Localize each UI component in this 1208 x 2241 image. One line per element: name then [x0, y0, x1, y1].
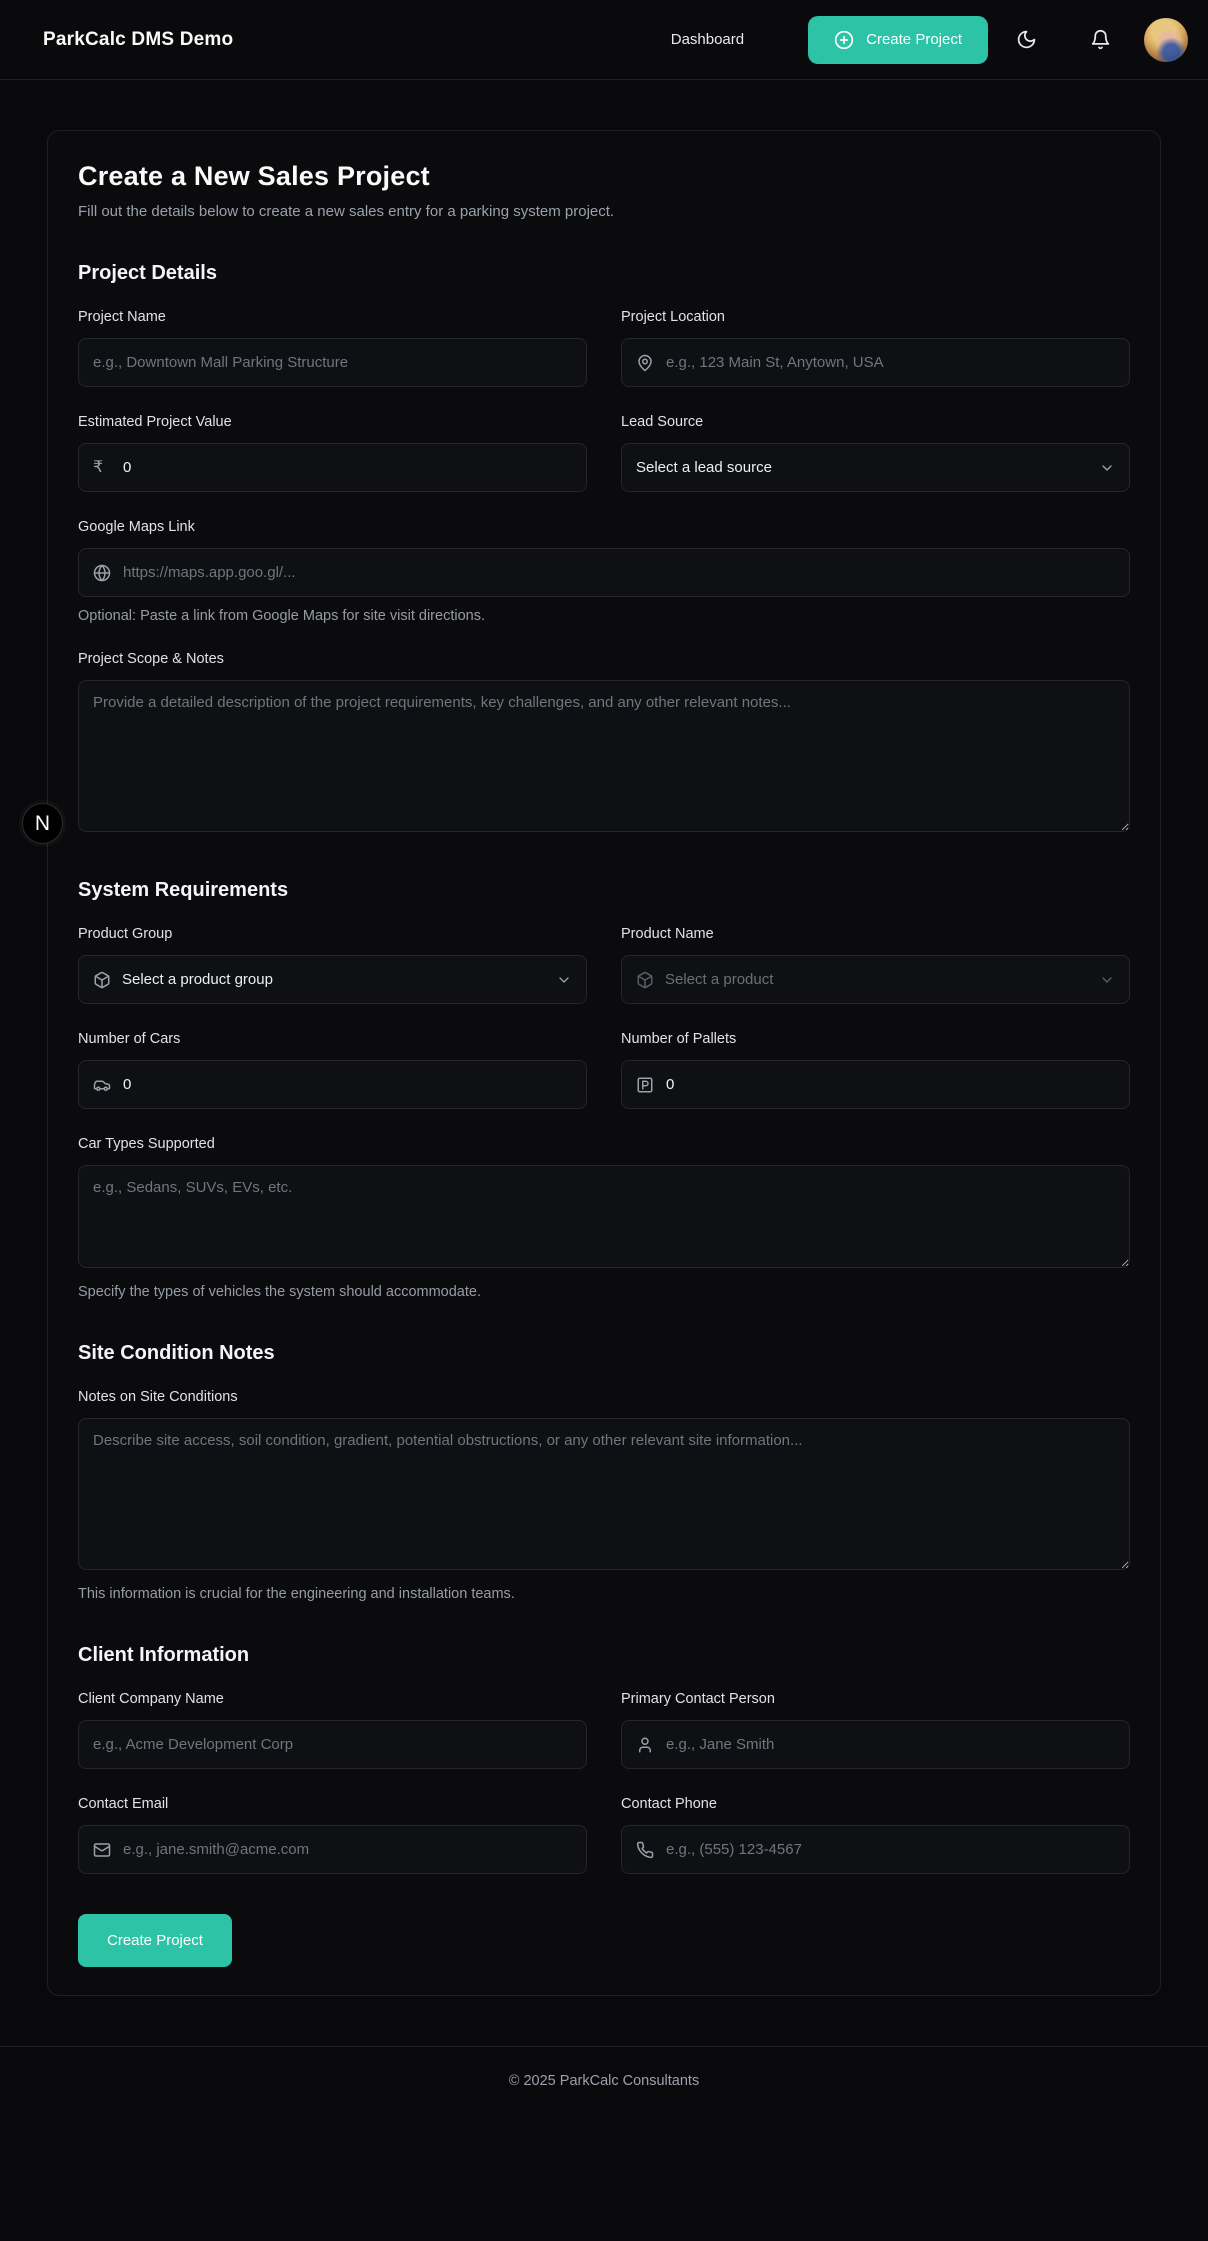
estimated-value-input[interactable] [78, 443, 587, 492]
project-scope-label: Project Scope & Notes [78, 651, 224, 667]
lead-source-select[interactable] [621, 443, 1130, 492]
number-of-cars-input[interactable] [78, 1060, 587, 1109]
section-heading-system-requirements: System Requirements [78, 879, 289, 901]
field-client-company [78, 1691, 587, 1769]
lead-source-selected-value: Select a lead source [636, 459, 772, 476]
chevron-down-icon [1099, 460, 1115, 476]
site-notes-helper: This information is crucial for the engineering and installation teams. [78, 1586, 515, 1602]
estimated-value-label: Estimated Project Value [78, 414, 232, 430]
page-title: Create a New Sales Project [78, 161, 430, 191]
maps-link-label: Google Maps Link [78, 519, 195, 535]
submit-create-project-button[interactable]: Create Project [78, 1914, 232, 1967]
field-number-of-cars [78, 1031, 587, 1109]
package-icon [636, 971, 654, 989]
contact-person-label: Primary Contact Person [621, 1691, 775, 1707]
footer-copyright: © 2025 ParkCalc Consultants [508, 2072, 700, 2089]
brand-title: ParkCalc DMS Demo [43, 28, 234, 50]
product-name-label: Product Name [621, 926, 714, 942]
app-header [0, 0, 1208, 80]
page-footer [0, 2046, 1208, 2114]
package-icon [93, 971, 111, 989]
product-group-selected-value: Select a product group [122, 971, 273, 988]
project-location-label: Project Location [621, 309, 725, 325]
client-company-input[interactable] [78, 1720, 587, 1769]
contact-phone-label: Contact Phone [621, 1796, 717, 1812]
main-content [0, 130, 1208, 1996]
contact-email-input[interactable] [78, 1825, 587, 1874]
header-create-project-button[interactable] [808, 16, 988, 64]
section-heading-site-conditions: Site Condition Notes [78, 1342, 275, 1364]
site-notes-textarea[interactable] [78, 1418, 1130, 1570]
field-contact-phone [621, 1796, 1130, 1874]
field-site-notes [78, 1389, 1130, 1602]
product-name-selected-value: Select a product [665, 971, 774, 988]
client-company-label: Client Company Name [78, 1691, 224, 1707]
field-contact-person [621, 1691, 1130, 1769]
number-of-pallets-input[interactable] [621, 1060, 1130, 1109]
plus-circle-icon [834, 30, 854, 50]
project-location-input[interactable] [621, 338, 1130, 387]
notifications-button[interactable] [1080, 20, 1120, 60]
chevron-down-icon [1099, 972, 1115, 988]
field-project-location [621, 309, 1130, 387]
maps-link-input[interactable] [78, 548, 1130, 597]
maps-link-helper: Optional: Paste a link from Google Maps for site visit directions. [78, 608, 485, 624]
field-estimated-value [78, 414, 587, 492]
car-types-helper: Specify the types of vehicles the system should accommodate. [78, 1284, 481, 1300]
indian-rupee-icon: ₹ [93, 458, 104, 476]
bell-icon [1090, 29, 1111, 50]
field-project-name [78, 309, 587, 387]
product-group-label: Product Group [78, 926, 173, 942]
section-heading-project-details: Project Details [78, 262, 217, 284]
field-product-group [78, 926, 587, 1004]
project-name-input[interactable] [78, 338, 587, 387]
project-name-label: Project Name [78, 309, 166, 325]
page-subtitle: Fill out the details below to create a new sales entry for a parking system project. [78, 203, 615, 220]
section-heading-client-info: Client Information [78, 1644, 250, 1666]
nav-dashboard-link[interactable]: Dashboard [670, 31, 745, 48]
user-avatar[interactable] [1144, 18, 1188, 62]
header-nav [671, 16, 1188, 64]
product-group-select[interactable] [78, 955, 587, 1004]
project-scope-textarea[interactable] [78, 680, 1130, 832]
field-project-scope [78, 651, 1130, 837]
number-of-cars-label: Number of Cars [78, 1031, 181, 1047]
nextjs-dev-badge[interactable]: N [22, 803, 63, 844]
product-name-select[interactable] [621, 955, 1130, 1004]
site-notes-label: Notes on Site Conditions [78, 1389, 238, 1405]
car-types-textarea[interactable] [78, 1165, 1130, 1268]
field-maps-link [78, 519, 1130, 624]
field-lead-source [621, 414, 1130, 492]
theme-toggle-button[interactable] [1006, 20, 1046, 60]
field-number-of-pallets [621, 1031, 1130, 1109]
contact-person-input[interactable] [621, 1720, 1130, 1769]
chevron-down-icon [556, 972, 572, 988]
field-product-name [621, 926, 1130, 1004]
moon-icon [1016, 29, 1037, 50]
number-of-pallets-label: Number of Pallets [621, 1031, 737, 1047]
contact-phone-input[interactable] [621, 1825, 1130, 1874]
contact-email-label: Contact Email [78, 1796, 169, 1812]
field-car-types [78, 1136, 1130, 1300]
car-types-label: Car Types Supported [78, 1136, 215, 1152]
field-contact-email [78, 1796, 587, 1874]
header-create-project-label: Create Project [866, 31, 962, 48]
create-project-form-card [47, 130, 1161, 1996]
lead-source-label: Lead Source [621, 414, 704, 430]
